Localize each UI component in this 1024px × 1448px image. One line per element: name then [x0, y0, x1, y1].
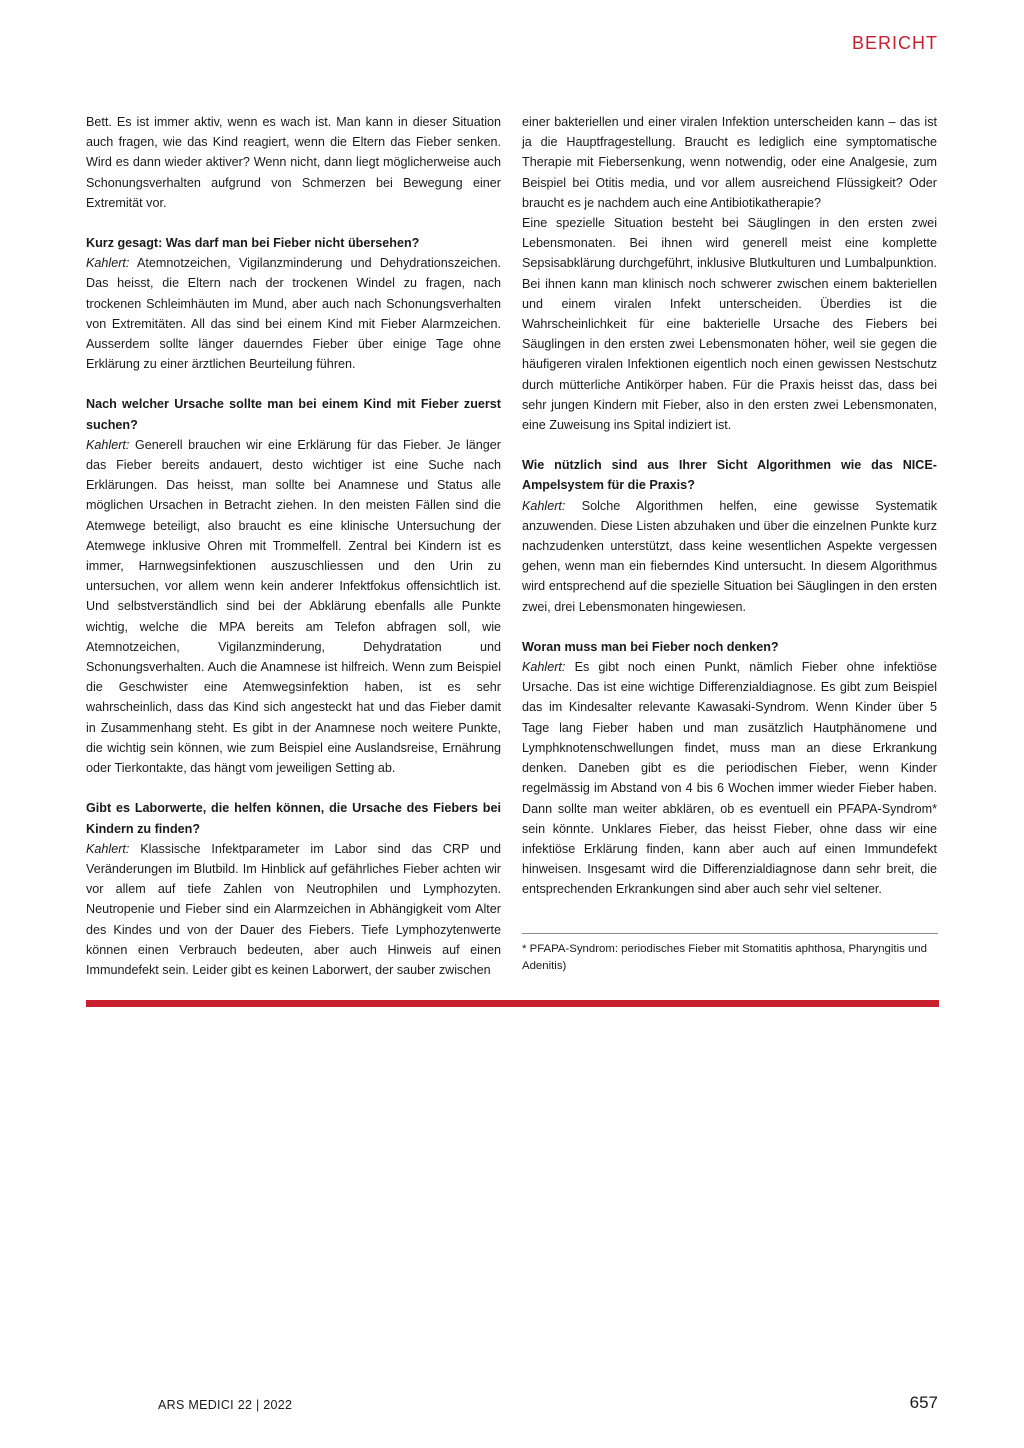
paragraph: Bett. Es ist immer aktiv, wenn es wach ist. Man kann in dieser Situation auch fragen, wie das Kind reagiert, wenn die Eltern das Fieber senken. Wird es dann wieder aktiver? Wenn nicht, dann liegt möglicherweise auch Schonungsverhalten aufgrund von Schmerzen bei Bewegung einer Extremität vor.: [86, 115, 501, 210]
left-column: [86, 112, 501, 980]
interview-answer: [522, 657, 937, 899]
speaker-name: Kahlert:: [86, 256, 130, 271]
speaker-name: Kahlert:: [522, 660, 566, 675]
interview-question: Gibt es Laborwerte, die helfen können, die Ursache des Fiebers bei Kindern zu finden?: [86, 801, 501, 836]
right-column: [522, 112, 937, 900]
speaker-name: Kahlert:: [522, 498, 566, 513]
answer-text: Solche Algorithmen helfen, eine gewisse Systematik anzuwenden. Diese Listen abzuhaken und über die einzelnen Punkte kurz nachzudenken unterstützt, dass keine wesentlichen Aspekte vergessen gehen, wenn man ein fieberndes Kind untersucht. In diesem Algorithmus wird entsprechend auf die spezielle Situation bei Säuglingen in den ersten zwei, drei Lebensmonaten hingewiesen.: [522, 498, 937, 614]
footnote: * PFAPA-Syndrom: periodisches Fieber mit Stomatitis aphthosa, Pharyngitis und Adenitis): [522, 943, 927, 972]
answer-text: Atemnotzeichen, Vigilanzminderung und Dehydrationszeichen. Das heisst, die Eltern nach der trockenen Windel zu fragen, nach trockenen Schleimhäuten im Mund, aber auch nach Schonungsverhalten von Extremitäten. All das sind bei einem Kind mit Fieber Alarmzeichen. Ausserdem sollte länger dauerndes Fieber über einige Tage ohne Erklärung zu einer ärztlichen Beurteilung führen.: [86, 256, 501, 372]
interview-question: Wie nützlich sind aus Ihrer Sicht Algorithmen wie das NICE-Ampelsystem für die Praxis?: [522, 458, 937, 493]
journal-issue: ARS MEDICI 22 | 2022: [158, 1398, 293, 1412]
interview-answer: [86, 839, 501, 980]
interview-question: Nach welcher Ursache sollte man bei einem Kind mit Fieber zuerst suchen?: [86, 397, 501, 432]
answer-text: Generell brauchen wir eine Erklärung für das Fieber. Je länger das Fieber bereits andauert, desto wichtiger ist eine Suche nach Erklärungen. Das heisst, man sollte bei Anamnese und Status alle möglichen Ursachen in Betracht ziehen. In den meisten Fällen sind die Atemwege beteiligt, also braucht es eine klinische Untersuchung der Atemwege inklusive Ohren mit Trommelfell. Zentral bei Kindern ist es immer, Harnwegsinfektionen auszuschliessen und den Urin zu untersuchen, vor allem wenn kein anderer Infektfokus offensichtlich ist. Und selbstverständlich sind bei der Abklärung ebenfalls alle Punkte wichtig, welche die MPA bereits am Telefon abfragen soll, wie Atemnotzeichen, Vigilanzminderung, Dehydratation und Schonungsverhalten. Auch die Anamnese ist hilfreich. Wenn zum Beispiel die Geschwister eine Atemwegsinfektion haben, ist es sehr wahrscheinlich, dass das Kind sich angesteckt hat und das Fieber damit in Zusammenhang steht. Es gibt in der Anamnese noch weitere Punkte, die wichtig sein können, wie zum Beispiel eine Auslandsreise, Ernährung oder Tierkontakte, das hängt vom jeweiligen Setting ab.: [86, 437, 501, 776]
page-number: 657: [909, 1393, 938, 1412]
interview-question: Kurz gesagt: Was darf man bei Fieber nicht übersehen?: [86, 236, 420, 251]
interview-answer: [86, 253, 501, 374]
interview-question: Woran muss man bei Fieber noch denken?: [522, 639, 779, 654]
accent-bar: [86, 1000, 939, 1007]
paragraph: einer bakteriellen und einer viralen Infektion unterscheiden kann – das ist ja die Hauptfragestellung. Braucht es lediglich eine symptomatische Therapie mit Fiebersenkung, wenn notwendig, oder eine Analgesie, zum Beispiel bei Otitis media, und vor allem ausreichend Flüssigkeit? Oder braucht es je nachdem auch eine Antibiotikatherapie?: [522, 115, 937, 210]
section-label: BERICHT: [851, 33, 938, 53]
answer-text: Klassische Infektparameter im Labor sind das CRP und Veränderungen im Blutbild. Im Hinblick auf gefährliches Fieber achten wir vor allem auf tiefe Zahlen von Neutrophilen und Lymphozyten. Neutropenie und Fieber sind ein Alarmzeichen in Abhängigkeit vom Alter des Kindes und von der Dauer des Fiebers. Tiefe Lymphozytenwerte können einen Verbrauch bedeuten, aber auch Hinweis auf einen Immundefekt sein. Leider gibt es keinen Laborwert, der sauber zwischen: [86, 841, 501, 977]
speaker-name: Kahlert:: [86, 841, 130, 856]
answer-text: Es gibt noch einen Punkt, nämlich Fieber ohne infektiöse Ursache. Das ist eine wichtige Differenzialdiagnose. Es gibt zum Beispiel das im Kindesalter relevante Kawasaki-Syndrom. Wenn Kinder über 5 Tage lang Fieber haben und man zusätzlich Hautphänomene und Lymphknotenschwellungen findet, muss man an diese Erkrankung denken. Daneben gibt es die periodischen Fieber, wenn Kinder regelmässig im Abstand von 4 bis 6 Wochen immer wieder Fieber haben. Dann sollte man weiter abklären, ob es eventuell ein PFAPA-Syndrom* sein könnte. Unklares Fieber, das heisst Fieber, ohne dass wir eine infektiöse Erklärung finden, kann aber auch auf einen Immundefekt hinweisen. Insgesamt wird die Differenzialdiagnose dann sehr breit, die entsprechenden Erkrankungen sind aber auch sehr viel seltener.: [522, 660, 937, 897]
interview-answer: [86, 435, 501, 778]
paragraph: Eine spezielle Situation besteht bei Säuglingen in den ersten zwei Lebensmonaten. Bei ihnen wird generell meist eine komplette Sepsisabklärung durchgeführt, inklusive Blutkulturen und Lumbalpunktion. Bei ihnen kann man klinisch noch schwerer zwischen einem bakteriellen und einem viralen Infekt unterscheiden. Überdies ist die Wahrscheinlichkeit für eine bakterielle Ursache des Fiebers bei Säuglingen in den ersten zwei Lebensmonaten höher, weil sie gegen die häufigeren viralen Infektionen eigentlich noch einen gewissen Nestschutz durch mütterliche Antikörper haben. Für die Praxis heisst das, dass bei sehr jungen Kindern mit Fieber, also in den ersten zwei Lebensmonaten, eine Zuweisung ins Spital indiziert ist.: [522, 216, 937, 433]
footnote-divider: [522, 933, 938, 934]
interview-answer: [522, 496, 937, 617]
speaker-name: Kahlert:: [86, 437, 130, 452]
